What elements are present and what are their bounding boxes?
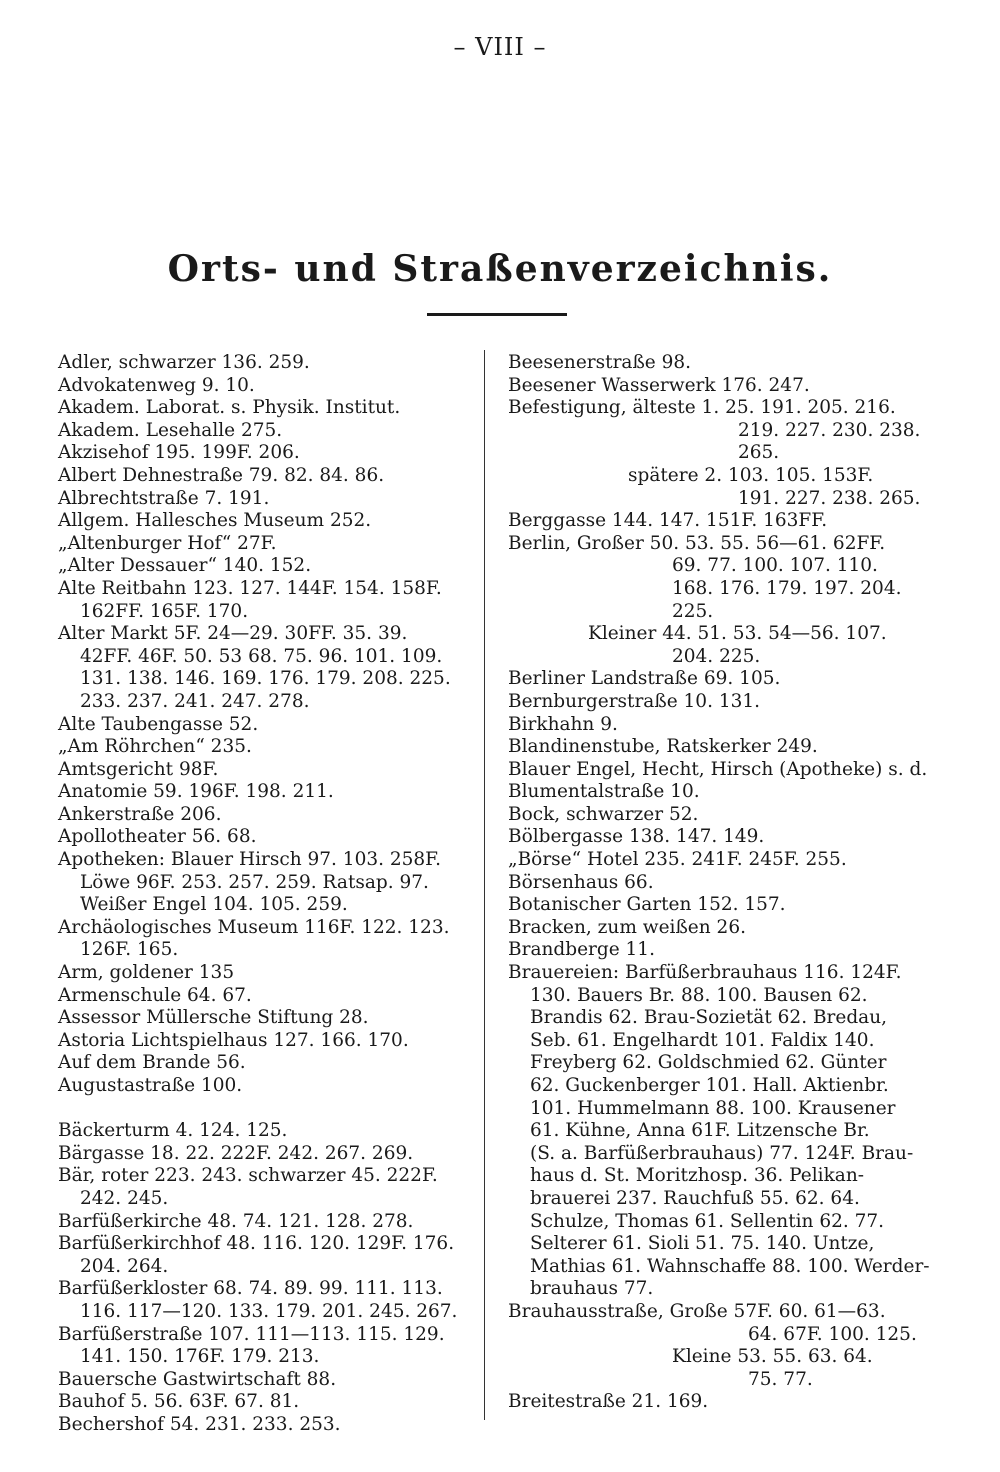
index-subentry: Kleine 53. 55. 63. 64. bbox=[672, 1346, 873, 1368]
index-entry-continuation: 233. 237. 241. 247. 278. bbox=[80, 690, 310, 712]
index-entry: Bäckerturm 4. 124. 125. bbox=[58, 1120, 288, 1142]
index-entry: Arm, goldener 135 bbox=[58, 962, 235, 984]
index-entry: Breitestraße 21. 169. bbox=[508, 1391, 709, 1413]
index-entry: Advokatenweg 9. 10. bbox=[58, 374, 255, 396]
index-entry: Befestigung, älteste 1. 25. 191. 205. 216. bbox=[508, 397, 896, 419]
index-subentry: spätere 2. 103. 105. 153F. bbox=[628, 464, 874, 486]
index-entry: Barfüßerkloster 68. 74. 89. 99. 111. 113. bbox=[58, 1278, 443, 1300]
index-entry: Berggasse 144. 147. 151F. 163FF. bbox=[508, 510, 828, 532]
index-entry: Blauer Engel, Hecht, Hirsch (Apotheke) s. d. bbox=[508, 758, 928, 780]
index-entry: Akadem. Lesehalle 275. bbox=[58, 419, 283, 441]
index-entry: Akadem. Laborat. s. Physik. Institut. bbox=[58, 397, 401, 419]
index-entry-continuation: 162FF. 165F. 170. bbox=[80, 600, 249, 622]
index-entry: Barfüßerkirchhof 48. 116. 120. 129F. 176. bbox=[58, 1233, 455, 1255]
index-entry: Brandberge 11. bbox=[508, 939, 655, 961]
index-entry-continuation: 131. 138. 146. 169. 176. 179. 208. 225. bbox=[80, 668, 451, 690]
index-entry-continuation: 141. 150. 176F. 179. 213. bbox=[80, 1346, 320, 1368]
index-entry-continuation: Löwe 96F. 253. 257. 259. Ratsap. 97. bbox=[80, 871, 429, 893]
index-entry: Apotheken: Blauer Hirsch 97. 103. 258F. bbox=[58, 849, 442, 871]
title-rule bbox=[427, 313, 567, 316]
index-entry-continuation: 265. bbox=[738, 442, 780, 464]
index-entry: Botanischer Garten 152. 157. bbox=[508, 894, 786, 916]
index-entry: Barfüßerkirche 48. 74. 121. 128. 278. bbox=[58, 1210, 414, 1232]
index-entry: Ankerstraße 206. bbox=[58, 803, 222, 825]
index-entry-continuation: Brandis 62. Brau-Sozietät 62. Bredau, bbox=[530, 1007, 888, 1029]
index-entry: Bock, schwarzer 52. bbox=[508, 803, 699, 825]
index-entry-continuation: 69. 77. 100. 107. 110. bbox=[672, 555, 878, 577]
index-entry-continuation: brauerei 237. Rauchfuß 55. 62. 64. bbox=[530, 1187, 860, 1209]
index-entry: „Alter Dessauer“ 140. 152. bbox=[58, 555, 312, 577]
index-entry-continuation: 101. Hummelmann 88. 100. Krausener bbox=[530, 1097, 896, 1119]
index-entry: Amtsgericht 98F. bbox=[58, 758, 219, 780]
index-column-right bbox=[508, 352, 938, 1414]
index-entry-continuation: 168. 176. 179. 197. 204. bbox=[672, 577, 902, 599]
index-entry-continuation: 204. 264. bbox=[80, 1255, 169, 1277]
index-entry: Apollotheater 56. 68. bbox=[58, 826, 257, 848]
index-entry: Berlin, Großer 50. 53. 55. 56—61. 62FF. bbox=[508, 532, 886, 554]
index-entry: Albert Dehnestraße 79. 82. 84. 86. bbox=[58, 464, 385, 486]
index-entry: Barfüßerstraße 107. 111—113. 115. 129. bbox=[58, 1323, 445, 1345]
index-entry-continuation: 64. 67F. 100. 125. bbox=[748, 1323, 917, 1345]
index-entry-continuation: 225. bbox=[672, 600, 714, 622]
index-entry: Bauhof 5. 56. 63F. 67. 81. bbox=[58, 1391, 300, 1413]
index-entry: Bärgasse 18. 22. 222F. 242. 267. 269. bbox=[58, 1142, 414, 1164]
index-subentry: Kleiner 44. 51. 53. 54—56. 107. bbox=[588, 623, 887, 645]
index-entry-continuation: 116. 117—120. 133. 179. 201. 245. 267. bbox=[80, 1300, 458, 1322]
index-entry-continuation: 75. 77. bbox=[748, 1368, 813, 1390]
index-entry-continuation: 62. Guckenberger 101. Hall. Aktienbr. bbox=[530, 1075, 889, 1096]
index-entry-continuation: (S. a. Barfüßerbrauhaus) 77. 124F. Brau- bbox=[530, 1142, 914, 1164]
index-entry: Alter Markt 5F. 24—29. 30FF. 35. 39. bbox=[58, 623, 408, 645]
index-entry: Bracken, zum weißen 26. bbox=[508, 916, 746, 938]
index-entry: Armenschule 64. 67. bbox=[58, 984, 252, 1006]
index-entry: Augustastraße 100. bbox=[58, 1075, 243, 1096]
index-entry: Blandinenstube, Ratskerker 249. bbox=[508, 736, 818, 758]
index-entry-continuation: Weißer Engel 104. 105. 259. bbox=[80, 894, 348, 916]
column-divider bbox=[484, 350, 485, 1420]
index-entry-continuation: Freyberg 62. Goldschmied 62. Günter bbox=[530, 1052, 887, 1074]
index-entry: Bölbergasse 138. 147. 149. bbox=[508, 826, 765, 848]
index-entry-continuation: Mathias 61. Wahnschaffe 88. 100. Werder- bbox=[530, 1255, 930, 1277]
index-entry: Allgem. Hallesches Museum 252. bbox=[58, 510, 372, 532]
index-entry-continuation: Seb. 61. Engelhardt 101. Faldix 140. bbox=[530, 1029, 875, 1051]
index-entry: Alte Taubengasse 52. bbox=[58, 713, 259, 735]
index-entry: Börsenhaus 66. bbox=[508, 871, 654, 893]
index-column-left bbox=[58, 352, 474, 1437]
index-entry-continuation: 219. 227. 230. 238. bbox=[738, 419, 921, 441]
index-entry: Birkhahn 9. bbox=[508, 713, 618, 735]
index-entry: Bechershof 54. 231. 233. 253. bbox=[58, 1413, 341, 1435]
section-gap bbox=[58, 1098, 474, 1121]
page-number: – VIII – bbox=[453, 33, 547, 61]
index-entry: Bär, roter 223. 243. schwarzer 45. 222F. bbox=[58, 1165, 438, 1187]
index-entry: Adler, schwarzer 136. 259. bbox=[58, 352, 310, 373]
index-entry-continuation: 126F. 165. bbox=[80, 939, 179, 961]
index-entry-continuation: 242. 245. bbox=[80, 1187, 169, 1209]
index-entry: Blumentalstraße 10. bbox=[508, 781, 700, 803]
index-entry-continuation: 191. 227. 238. 265. bbox=[738, 487, 921, 509]
index-entry-continuation: 130. Bauers Br. 88. 100. Bausen 62. bbox=[530, 984, 868, 1006]
index-entry: Beesener Wasserwerk 176. 247. bbox=[508, 374, 810, 396]
index-entry: „Börse“ Hotel 235. 241F. 245F. 255. bbox=[508, 849, 847, 871]
index-entry: Anatomie 59. 196F. 198. 211. bbox=[58, 781, 334, 803]
index-entry-continuation: 204. 225. bbox=[672, 645, 761, 667]
index-entry-continuation: Selterer 61. Sioli 51. 75. 140. Untze, bbox=[530, 1233, 875, 1255]
index-entry: Brauereien: Barfüßerbrauhaus 116. 124F. bbox=[508, 962, 902, 984]
index-entry: „Altenburger Hof“ 27F. bbox=[58, 532, 277, 554]
index-entry: Archäologisches Museum 116F. 122. 123. bbox=[58, 916, 450, 938]
index-entry: Auf dem Brande 56. bbox=[58, 1052, 246, 1074]
index-entry-continuation: 42FF. 46F. 50. 53 68. 75. 96. 101. 109. bbox=[80, 645, 443, 667]
index-entry: Berliner Landstraße 69. 105. bbox=[508, 668, 781, 690]
index-entry-continuation: Schulze, Thomas 61. Sellentin 62. 77. bbox=[530, 1210, 885, 1232]
index-entry: Albrechtstraße 7. 191. bbox=[58, 487, 270, 509]
index-entry: Alte Reitbahn 123. 127. 144F. 154. 158F. bbox=[58, 577, 442, 599]
index-entry: Beesenerstraße 98. bbox=[508, 352, 692, 373]
index-entry: Brauhausstraße, Große 57F. 60. 61—63. bbox=[508, 1300, 886, 1322]
index-entry-continuation: brauhaus 77. bbox=[530, 1278, 654, 1300]
index-entry: Astoria Lichtspielhaus 127. 166. 170. bbox=[58, 1029, 409, 1051]
index-entry: „Am Röhrchen“ 235. bbox=[58, 736, 252, 758]
index-entry-continuation: 61. Kühne, Anna 61F. Litzensche Br. bbox=[530, 1120, 870, 1142]
index-entry: Bauersche Gastwirtschaft 88. bbox=[58, 1368, 337, 1390]
index-entry: Assessor Müllersche Stiftung 28. bbox=[58, 1007, 369, 1029]
index-entry: Bernburgerstraße 10. 131. bbox=[508, 690, 761, 712]
index-entry-continuation: haus d. St. Moritzhosp. 36. Pelikan- bbox=[530, 1165, 864, 1187]
page-title: Orts- und Straßenverzeichnis. bbox=[167, 248, 833, 290]
index-entry: Akzisehof 195. 199F. 206. bbox=[58, 442, 300, 464]
